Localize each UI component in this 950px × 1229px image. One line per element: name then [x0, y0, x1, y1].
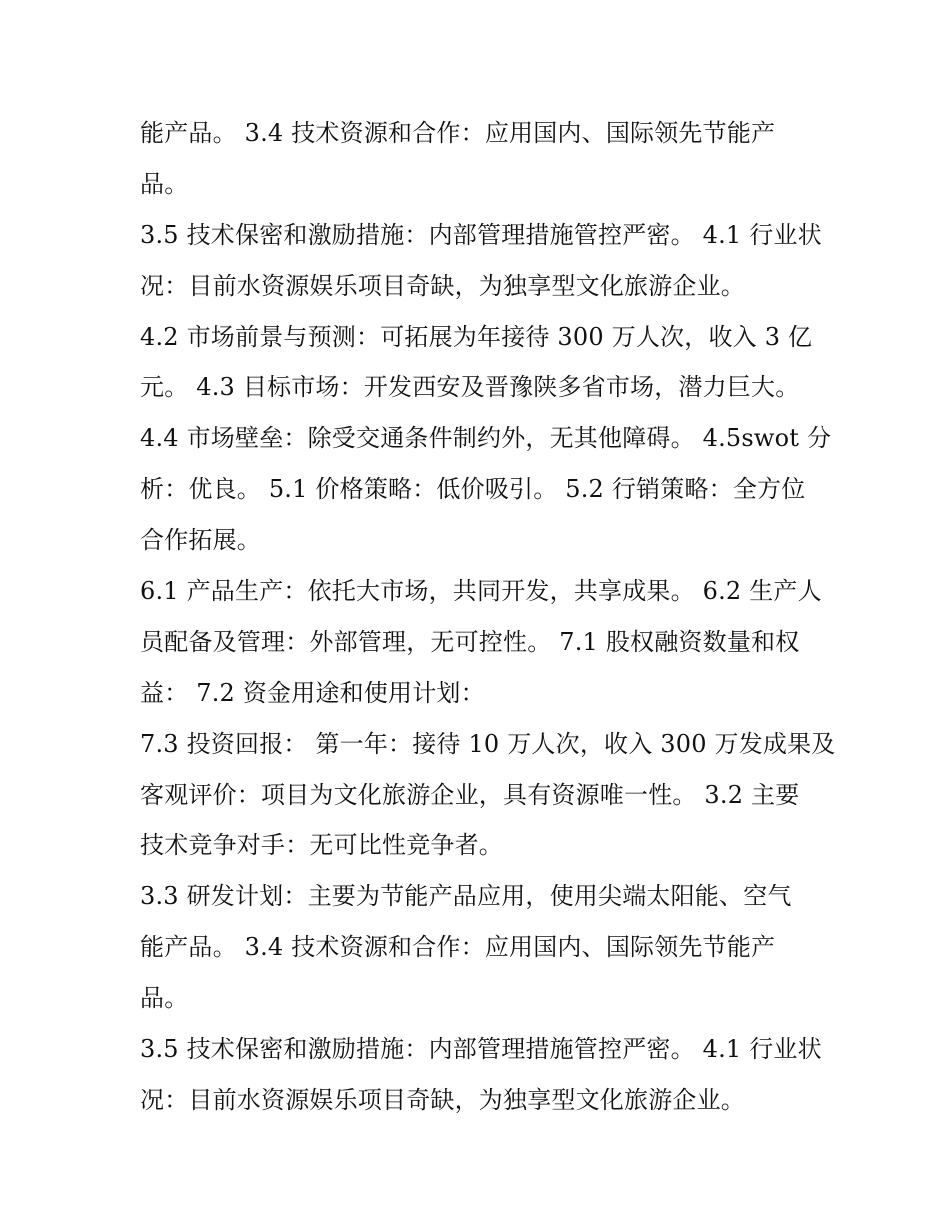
text-line: 合作拓展。 [140, 526, 261, 555]
text-line: 员配备及管理：外部管理，无可控性。 7.1 股权融资数量和权 [140, 627, 800, 656]
text-line: 客观评价：项目为文化旅游企业，具有资源唯一性。 3.2 主要 [140, 780, 800, 809]
text-line: 7.3 投资回报： 第一年：接待 10 万人次，收入 300 万发成果及 [140, 729, 836, 758]
text-line: 况：目前水资源娱乐项目奇缺，为独享型文化旅游企业。 [140, 271, 745, 300]
text-line: 析：优良。 5.1 价格策略：低价吸引。 5.2 行销策略：全方位 [140, 475, 806, 504]
text-line: 4.4 市场壁垒：除受交通条件制约外，无其他障碍。 4.5swot 分 [140, 424, 832, 453]
text-line: 元。 4.3 目标市场：开发西安及晋豫陕多省市场，潜力巨大。 [140, 373, 800, 402]
text-line: 3.5 技术保密和激励措施：内部管理措施管控严密。 4.1 行业状 [140, 1035, 822, 1064]
text-line: 6.1 产品生产：依托大市场，共同开发，共享成果。 6.2 生产人 [140, 577, 822, 606]
text-line: 品。 [140, 984, 189, 1013]
text-line: 况：目前水资源娱乐项目奇缺，为独享型文化旅游企业。 [140, 1085, 745, 1114]
text-line: 能产品。 3.4 技术资源和合作：应用国内、国际领先节能产 [140, 119, 776, 147]
text-line: 能产品。 3.4 技术资源和合作：应用国内、国际领先节能产 [140, 933, 776, 962]
text-line: 技术竞争对手：无可比性竞争者。 [140, 831, 503, 860]
text-line: 益： 7.2 资金用途和使用计划： [140, 678, 485, 707]
text-line: 4.2 市场前景与预测：可拓展为年接待 300 万人次，收入 3 亿 [140, 322, 813, 351]
text-line: 3.5 技术保密和激励措施：内部管理措施管控严密。 4.1 行业状 [140, 220, 822, 249]
text-line: 品。 [140, 169, 189, 198]
text-line: 3.3 研发计划：主要为节能产品应用，使用尖端太阳能、空气 [140, 882, 792, 911]
body-text [140, 108, 836, 1126]
